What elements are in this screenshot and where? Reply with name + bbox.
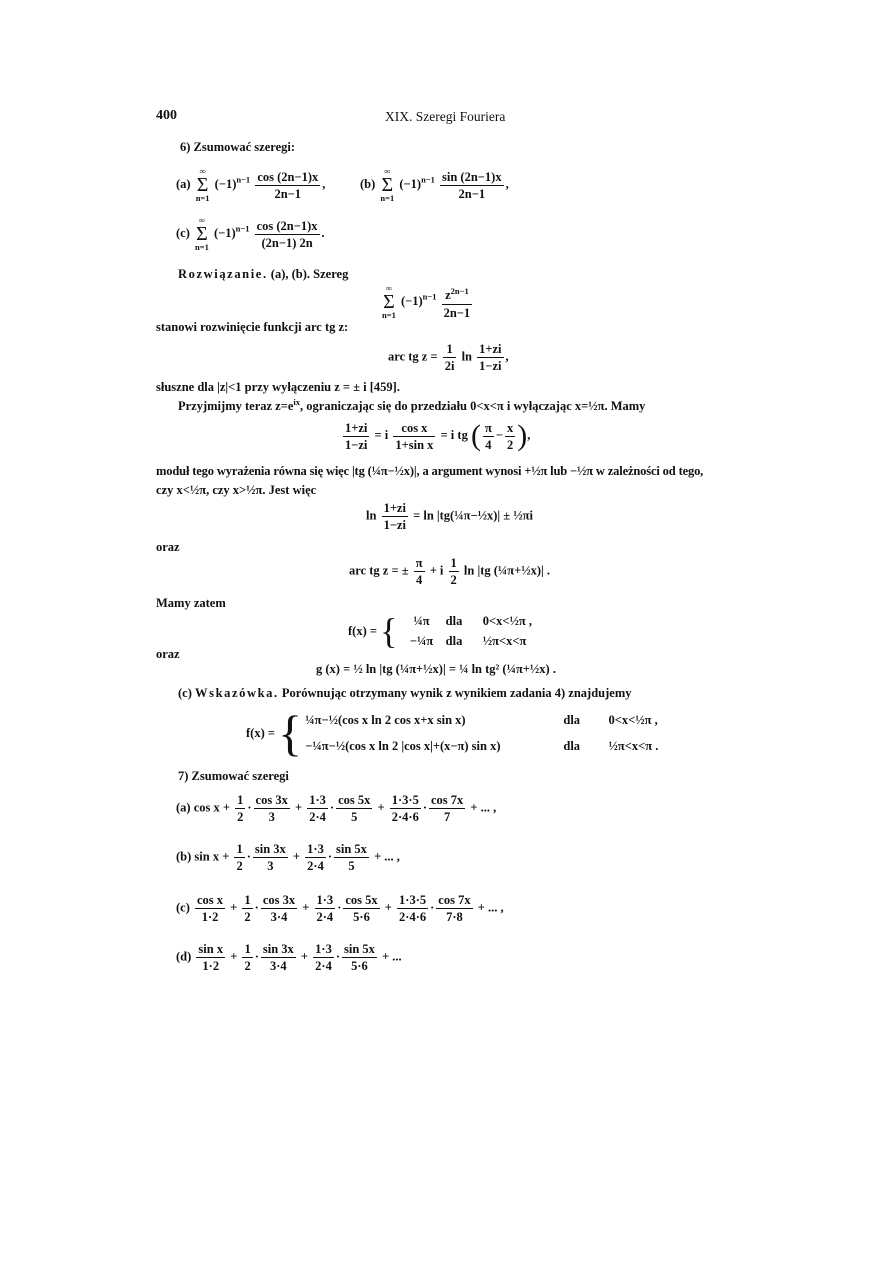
hint-line: (c) Wskazówka. Porównując otrzymany wynik z wynikiem zadania 4) znajdujemy <box>178 686 632 700</box>
fx-cases: f(x) = { ¼π dla 0<x<½π , −¼π dla ½π<x<π <box>348 611 532 651</box>
equation-1: $\frac{1+zi}{1-zi}$ = i $\frac{\text{cos x}}{\text{1+sin x}}$ = i tg ( $\frac{\pi}{4}$ − $\frac{x}{2}$ ), <box>345 419 531 452</box>
series-formula: ∞ Σ n=1 $(-1)^{n-1}$ $\frac{z^{2n-1}}{2n-1}$ <box>382 283 471 320</box>
label-6b: (b) <box>360 176 376 191</box>
label-6c: (c) <box>176 225 190 240</box>
text-oraz-1: oraz <box>156 540 180 554</box>
page-number: 400 <box>156 108 177 123</box>
fraction: $\frac{\cos (2n-1)x}{2n-1}$ <box>257 169 319 201</box>
solution-heading-line: Rozwiązanie. (a), (b). Szereg <box>178 267 349 281</box>
sum-sign: ∞ Σ n=1 <box>195 166 210 203</box>
problem-7b-formula: (b) sin x + $\frac{1}{2}$ · $\frac{\sin 3x}{3}$ + $\frac{1\cdot 3}{2\cdot 4}$ · $\frac{\sin 5x}{5}$ + ... , <box>176 842 400 873</box>
problem-7a-formula: (a) cos x + $\frac{1}{2}$ · $\frac{\cos 3x}{3}$ + $\frac{1\cdot 3}{2\cdot 4}$ · $\frac{\cos 5x}{5}$ + $\frac{1\cdot 3\cdot 5}{2\cdot 4\cdot 6}$ · $\frac{\cos 7x}{7}$ + ... , <box>176 793 497 824</box>
text-oraz-2: oraz <box>156 647 180 661</box>
equation-3: arc tg z = ± $\frac{\pi}{4}$ + i $\frac{1}{2}$ ln |tg (¼π+½x)| . <box>349 556 551 587</box>
equation-2: ln $\frac{1+zi}{1-zi}$ = ln |tg(¼π−½x)| ± ½πi <box>366 501 533 532</box>
hint-heading: Wskazówka. <box>195 686 279 700</box>
sum-sign: ∞ Σ n=1 <box>195 215 209 252</box>
problem-6b-formula: (b) ∞ Σ n=1 $(-1)^{n-1}$ $\frac{\sin (2n-1)x}{2n-1}$ , <box>360 166 509 203</box>
text-stanowi: stanowi rozwinięcie funkcji arc tg z: <box>156 320 349 334</box>
chapter-title: XIX. Szeregi Fouriera <box>385 109 506 124</box>
problem-7d-formula: (d) $\frac{\text{sin x}}{1\cdot 2}$ + $\frac{1}{2}$ · $\frac{\sin 3x}{3\cdot 4}$ + $\frac{1\cdot 3}{2\cdot 4}$ · $\frac{\sin 5x}{5\cdot 6}$ + ... <box>176 942 402 973</box>
problem-6a-formula: (a) ∞ Σ n=1 $(-1)^{n-1}$ $\frac{\cos (2n-1)x}{2n-1}$ , <box>176 166 326 203</box>
sum-sign: ∞ Σ n=1 <box>380 166 395 203</box>
sum-sign: ∞ Σ n=1 <box>382 283 396 320</box>
fraction: $\frac{z^{2n-1}}{2n-1}$ <box>443 286 471 320</box>
fraction: $\frac{\sin (2n-1)x}{2n-1}$ <box>442 169 502 201</box>
problem-7-title: 7) Zsumować szeregi <box>178 769 289 783</box>
text-sluszne: słuszne dla |z|<1 przy wyłączeniu z = ± i [459]. <box>156 380 400 394</box>
text-czy: czy x<½π, czy x>½π. Jest więc <box>156 483 317 497</box>
arctg-formula: arc tg z = $\frac{1}{2i}$ ln $\frac{1+zi}{1-zi}$ , <box>388 342 509 373</box>
problem-6-title: 6) Zsumować szeregi: <box>180 140 296 154</box>
gx-equation: g (x) = ½ ln |tg (¼π+½x)| = ¼ ln tg² (¼π+½x) . <box>316 662 556 676</box>
text-mamy-zatem: Mamy zatem <box>156 596 226 610</box>
hint-fx-cases: f(x) = { ¼π−½(cos x ln 2 cos x+x sin x) dla 0<x<½π , −¼π−½(cos x ln 2 |cos x|+(x−π) sin x) dla ½π<x<π . <box>246 705 659 761</box>
text-modul: moduł tego wyrażenia równa się więc |tg (¼π−½x)|, a argument wynosi +½π lub −½π w zależności od tego, <box>156 464 704 478</box>
text-przyjmijmy: Przyjmijmy teraz $z=e^{ix}$, ograniczając się do przedziału 0<x<π i wyłączając x=½π. Mamy <box>178 397 646 414</box>
problem-7c-formula: (c) $\frac{\text{cos x}}{1\cdot 2}$ + $\frac{1}{2}$ · $\frac{\cos 3x}{3\cdot 4}$ + $\frac{1\cdot 3}{2\cdot 4}$ · $\frac{\cos 5x}{5\cdot 6}$ + $\frac{1\cdot 3\cdot 5}{2\cdot 4\cdot 6}$ · $\frac{\cos 7x}{7\cdot 8}$ + ... , <box>176 893 504 924</box>
problem-6c-formula: (c) ∞ Σ n=1 $(-1)^{n-1}$ $\frac{\cos (2n-1)x}{(2n-1) 2n}$ . <box>176 215 325 252</box>
label-6a: (a) <box>176 176 191 191</box>
fraction: $\frac{\cos (2n-1)x}{(2n-1) 2n}$ <box>256 218 318 250</box>
solution-heading: Rozwiązanie. <box>178 267 268 281</box>
